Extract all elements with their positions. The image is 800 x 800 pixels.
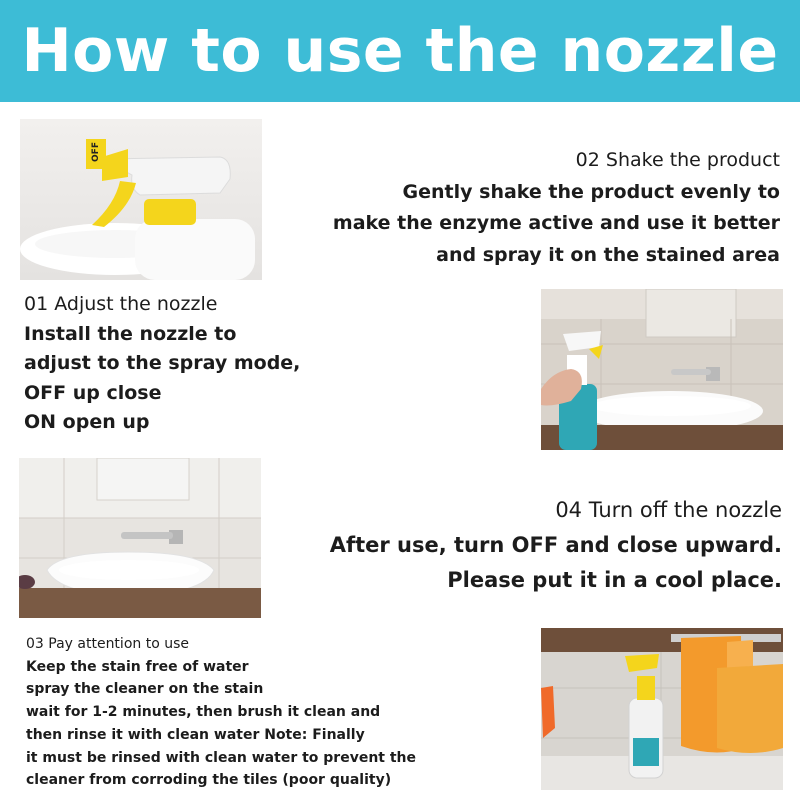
step2-line: Gently shake the product evenly to bbox=[402, 180, 780, 203]
page-title: How to use the nozzle bbox=[21, 16, 779, 86]
step3-line: then rinse it with clean water Note: Finally bbox=[26, 726, 365, 743]
step4-line: After use, turn OFF and close upward. bbox=[329, 533, 782, 557]
sink-photo bbox=[19, 458, 261, 618]
step1-line: ON open up bbox=[24, 411, 150, 433]
spray-sink-photo bbox=[541, 289, 783, 450]
step3-line: it must be rinsed with clean water to prevent the bbox=[26, 749, 417, 766]
step1-heading: 01 Adjust the nozzle bbox=[24, 293, 218, 315]
step3-text bbox=[26, 633, 416, 792]
step1-text bbox=[24, 290, 300, 438]
step3-line: Keep the stain free of water bbox=[26, 658, 249, 675]
step1-line: Install the nozzle to bbox=[24, 322, 237, 345]
off-label-text: OFF bbox=[91, 142, 101, 162]
step2-text bbox=[333, 145, 780, 271]
step3-line: wait for 1-2 minutes, then brush it clean and bbox=[26, 704, 381, 721]
step1-line: OFF up close bbox=[24, 381, 162, 404]
step4-text bbox=[330, 493, 782, 598]
step2-heading: 02 Shake the product bbox=[575, 149, 780, 171]
step1-line: adjust to the spray mode, bbox=[24, 352, 301, 374]
step3-line: spray the cleaner on the stain bbox=[26, 681, 264, 698]
step3-heading: 03 Pay attention to use bbox=[26, 636, 189, 652]
nozzle-photo bbox=[20, 119, 262, 280]
step2-line: make the enzyme active and use it better bbox=[332, 212, 780, 234]
bottle-towel-photo bbox=[541, 628, 783, 790]
step4-line: Please put it in a cool place. bbox=[447, 568, 782, 592]
step3-line: cleaner from corroding the tiles (poor quality) bbox=[26, 772, 392, 789]
step2-line: and spray it on the stained area bbox=[436, 243, 780, 266]
step4-heading: 04 Turn off the nozzle bbox=[555, 498, 782, 522]
